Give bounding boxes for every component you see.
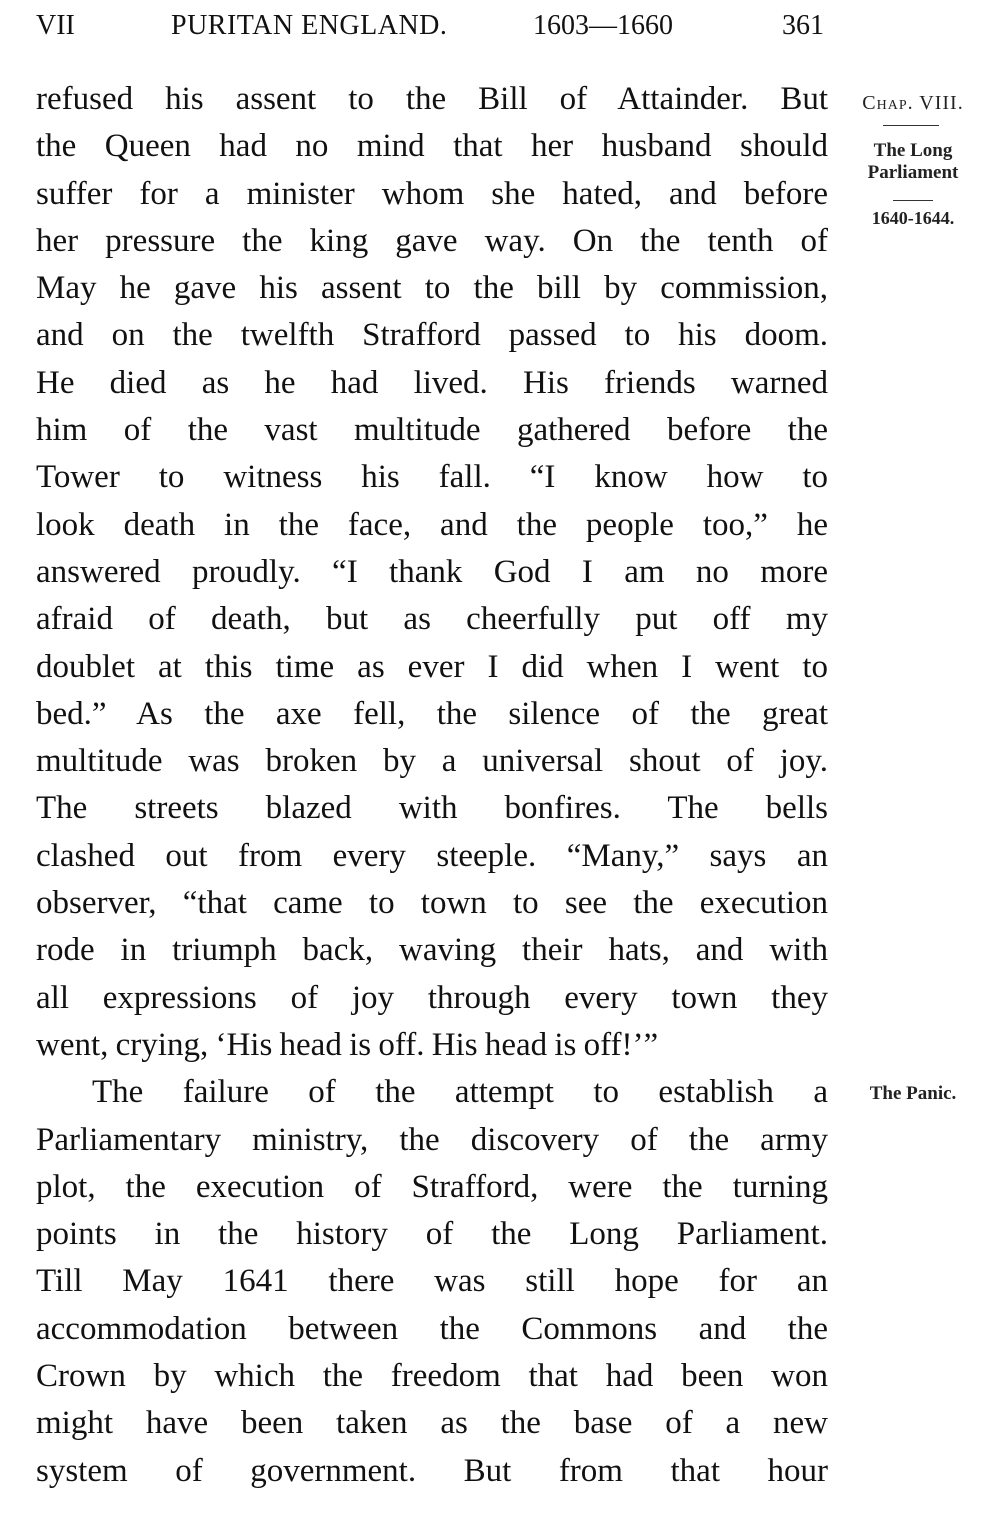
text-line: Parliamentary ministry, the discovery of the army — [36, 1121, 828, 1158]
text-line: suffer for a minister whom she hated, and before — [36, 175, 828, 212]
text-line: and on the twelfth Strafford passed to his doom. — [36, 317, 828, 354]
margin-section-dates: 1640-1644. — [871, 208, 955, 228]
text-line: He died as he had lived. His friends warned — [36, 364, 828, 401]
header-dates: 1603—1660 — [533, 10, 673, 41]
text-line: multitude was broken by a universal shout of joy. — [36, 743, 828, 780]
margin-chapter-label: Chap. VIII. — [862, 92, 964, 114]
text-line: afraid of death, but as cheerfully put off my — [36, 601, 828, 638]
text-line: clashed out from every steeple. “Many,” says an — [36, 837, 828, 874]
text-line: rode in triumph back, waving their hats, and with — [36, 932, 828, 969]
text-line: May he gave his assent to the bill by commission, — [36, 270, 828, 307]
margin-divider — [883, 125, 939, 126]
text-line: all expressions of joy through every town they — [36, 979, 828, 1016]
text-line: The failure of the attempt to establish a — [92, 1074, 828, 1111]
text-line: the Queen had no mind that her husband should — [36, 128, 828, 165]
margin-divider — [893, 200, 933, 201]
text-line: went, crying, ‘His head is off. His head is off!’” — [36, 1026, 659, 1063]
text-line: her pressure the king gave way. On the tenth of — [36, 222, 828, 259]
text-line: Tower to witness his fall. “I know how to — [36, 459, 828, 496]
text-line: points in the history of the Long Parliament. — [36, 1216, 828, 1253]
text-line: him of the vast multitude gathered before the — [36, 412, 828, 449]
text-line: observer, “that came to town to see the execution — [36, 885, 828, 922]
page-number: 361 — [782, 10, 824, 41]
running-header — [36, 6, 828, 46]
margin-section-title: The Long Parliament — [867, 140, 959, 183]
text-line: look death in the face, and the people too,” he — [36, 506, 828, 543]
header-chapter-number: VII — [36, 10, 75, 41]
margin-note-panic: The Panic. — [869, 1083, 957, 1104]
header-book-title: PURITAN ENGLAND. — [171, 10, 448, 41]
text-line: system of government. But from that hour — [36, 1452, 828, 1489]
text-line: bed.” As the axe fell, the silence of the great — [36, 695, 828, 732]
text-line: refused his assent to the Bill of Attainder. But — [36, 81, 828, 117]
text-line: plot, the execution of Strafford, were the turning — [36, 1168, 828, 1205]
text-line: The streets blazed with bonfires. The bells — [36, 790, 828, 827]
text-line: accommodation between the Commons and the — [36, 1310, 828, 1347]
text-line: Till May 1641 there was still hope for an — [36, 1263, 828, 1300]
text-line: answered proudly. “I thank God I am no more — [36, 553, 828, 590]
text-line: Crown by which the freedom that had been won — [36, 1358, 828, 1395]
body-text — [36, 76, 828, 1495]
text-line: doublet at this time as ever I did when I went to — [36, 648, 828, 685]
text-line: might have been taken as the base of a new — [36, 1405, 828, 1442]
